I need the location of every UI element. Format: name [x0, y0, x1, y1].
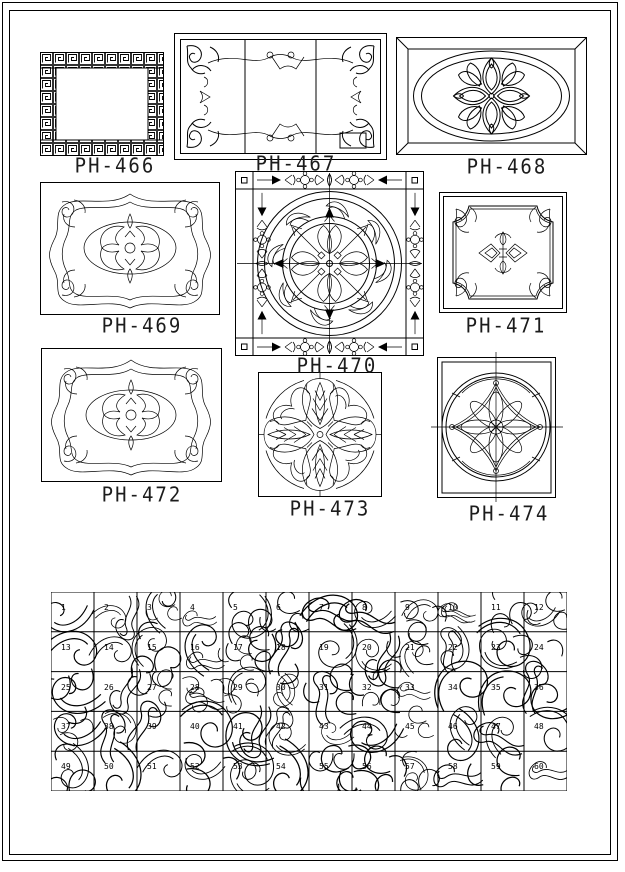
grid-cell-number: 9 — [405, 603, 410, 612]
grid-cell-number: 11 — [491, 603, 501, 612]
grid-cell-number: 47 — [491, 722, 501, 732]
ornament-label-ph-474: PH-474 — [468, 502, 550, 526]
grid-cell-number: 54 — [276, 762, 286, 772]
grid-cell-number: 31 — [319, 682, 329, 692]
ornament-label-ph-467: PH-467 — [255, 152, 337, 176]
ornament-ph-474 — [431, 352, 563, 502]
grid-cell-number: 1 — [61, 603, 66, 612]
ornament-ph-468 — [396, 37, 587, 155]
grid-cell-number: 35 — [491, 682, 501, 692]
grid-cell-number: 36 — [534, 682, 544, 692]
grid-cell-number: 26 — [104, 682, 114, 692]
grid-cell-number: 15 — [147, 642, 157, 652]
grid-cell-number: 40 — [190, 722, 200, 732]
ornament-label-ph-469: PH-469 — [101, 314, 183, 338]
oval-rosette-panel-drawing — [396, 37, 587, 155]
grid-cell-number: 18 — [276, 642, 286, 652]
grid-cell-number: 42 — [276, 722, 286, 732]
ornament-label-ph-473: PH-473 — [289, 497, 371, 521]
grid-cell-number: 44 — [362, 722, 372, 732]
ornament-ph-471 — [439, 192, 567, 313]
grid-cell-number: 6 — [276, 603, 281, 612]
grid-cell-number: 22 — [448, 642, 458, 652]
grid-cell-number: 37 — [61, 722, 71, 732]
grid-cell-number: 16 — [190, 642, 200, 652]
grid-cell-number: 39 — [147, 722, 157, 732]
grid-cell-number: 58 — [448, 762, 458, 772]
grid-cell-number: 21 — [405, 642, 415, 652]
grid-cell-number: 50 — [104, 762, 114, 772]
grid-cell-number: 34 — [448, 682, 458, 692]
grid-cell-number: 57 — [405, 762, 415, 772]
grid-cell-number: 14 — [104, 642, 114, 652]
baroque-cartouche-drawing — [40, 182, 220, 315]
grid-cell-number: 53 — [233, 762, 243, 772]
grid-cell-number: 60 — [534, 762, 544, 772]
ornament-ph-472 — [41, 348, 222, 482]
square-medallion-drawing — [235, 171, 424, 356]
grid-cell-number: 20 — [362, 642, 372, 652]
grid-cell-number: 45 — [405, 722, 415, 732]
grid-cell-number: 55 — [319, 762, 329, 772]
grid-cell-number: 52 — [190, 762, 200, 772]
ornament-label-ph-472: PH-472 — [101, 483, 183, 507]
leaf-cross-drawing — [258, 372, 382, 497]
grid-cell-number: 38 — [104, 722, 114, 732]
baroque-cartouche-drawing — [41, 348, 222, 482]
ornament-ph-473 — [258, 372, 382, 497]
circle-rosette-drawing — [431, 352, 563, 502]
ornament-label-ph-466: PH-466 — [74, 154, 156, 178]
grid-cell-number: 2 — [104, 603, 109, 612]
ornament-ph-467 — [174, 33, 387, 160]
ornament-ph-470 — [235, 171, 424, 356]
ornament-ph-469 — [40, 182, 220, 315]
ornament-label-ph-468: PH-468 — [466, 155, 548, 179]
grid-cell-number: 5 — [233, 603, 238, 612]
grid-cell-number: 56 — [362, 762, 372, 772]
ornament-label-ph-470: PH-470 — [296, 354, 378, 378]
grid-cell-number: 49 — [61, 762, 71, 772]
grid-cell-number: 43 — [319, 722, 329, 732]
grid-cell-number: 46 — [448, 722, 458, 732]
ornament-ph-466 — [40, 52, 164, 156]
grid-cell-number: 59 — [491, 762, 501, 772]
corner-foliage-panel-drawing — [174, 33, 387, 160]
ornament-label-ph-471: PH-471 — [465, 314, 547, 338]
grid-cell-number: 28 — [190, 682, 200, 692]
pattern-grid-drawing — [51, 592, 567, 791]
grid-cell-number: 48 — [534, 722, 544, 732]
grid-cell-number: 12 — [534, 603, 544, 612]
grid-cell-number: 8 — [362, 603, 367, 612]
grid-cell-number: 4 — [190, 603, 195, 612]
grid-cell-number: 19 — [319, 642, 329, 652]
grid-cell-number: 51 — [147, 762, 157, 772]
grid-cell-number: 25 — [61, 682, 71, 692]
grid-cell-number: 24 — [534, 642, 544, 652]
grid-cell-number: 23 — [491, 642, 501, 652]
grid-cell-number: 10 — [448, 603, 458, 612]
grid-cell-number: 29 — [233, 682, 243, 692]
greek-key-frame-drawing — [40, 52, 164, 156]
chamfer-panel-drawing — [439, 192, 567, 313]
grid-cell-number: 32 — [362, 682, 372, 692]
grid-cell-number: 3 — [147, 603, 152, 612]
grid-cell-number: 41 — [233, 722, 243, 732]
pattern-grid-panel — [51, 592, 567, 791]
grid-cell-number: 30 — [276, 682, 286, 692]
grid-cell-number: 17 — [233, 642, 243, 652]
grid-cell-number: 33 — [405, 682, 415, 692]
grid-cell-number: 7 — [319, 603, 324, 612]
grid-cell-number: 27 — [147, 682, 157, 692]
grid-cell-number: 13 — [61, 642, 71, 652]
